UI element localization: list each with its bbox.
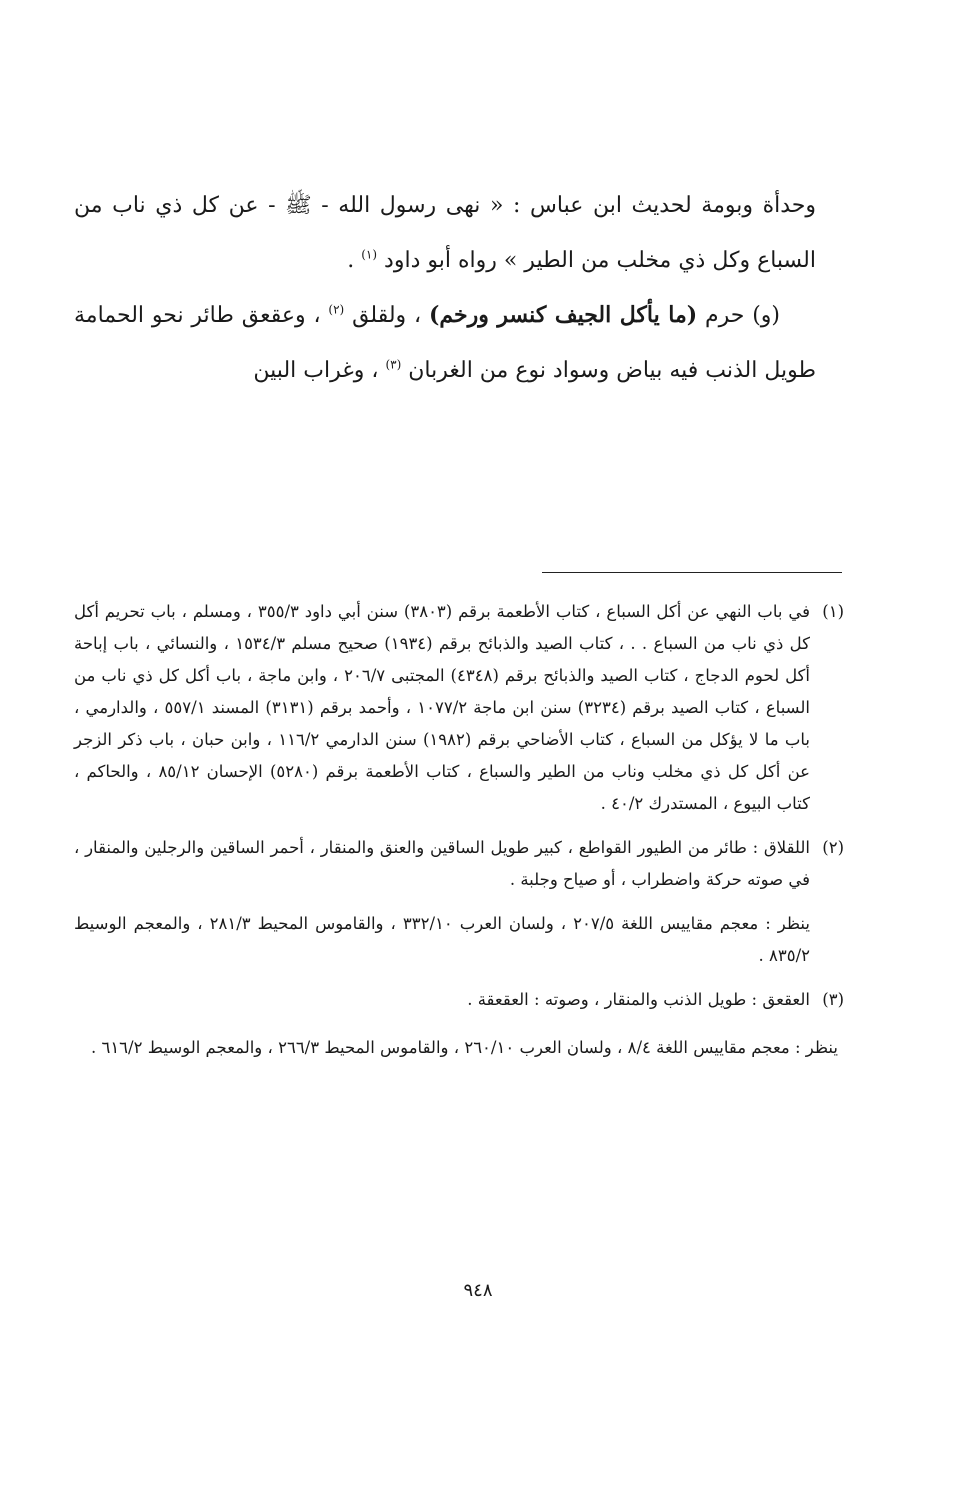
- footnote-ref-3: (٣): [385, 357, 402, 372]
- footnote-2-number: (٢): [822, 838, 844, 857]
- footnote-2: [74, 832, 844, 896]
- footnote-3-text: العقعق : طويل الذنب والمنقار ، وصوته : العقعقة .: [467, 990, 810, 1009]
- main-paragraph-2: [74, 288, 816, 398]
- main-paragraph-2-mid1: ، ولقلق: [344, 303, 429, 328]
- footnote-ref-2: (٢): [328, 302, 345, 317]
- footnotes-section: [74, 596, 844, 1076]
- footnote-divider: [542, 572, 842, 573]
- footnote-1-text: في باب النهي عن أكل السباع ، كتاب الأطعمة برقم (٣٨٠٣) سنن أبي داود ٣٥٥/٣ ، ومسلم ، باب تحريم أكل كل ذي ناب من السباع . . ، كتاب الصيد والذبائح برقم (١٩٣٤) صحيح مسلم ١٥٣٤/٣ ، والنسائي ، باب إباحة أكل لحوم الدجاج ، كتاب الصيد والذبائح برقم (٤٣٤٨) المجتبى ٢٠٦/٧ ، وابن ماجة ، باب أكل كل ذي ناب من السباع ، كتاب الصيد برقم (٣٢٣٤) سنن ابن ماجة ١٠٧٧/٢ ، وأحمد برقم (٣١٣١) المسند ٥٥٧/١ ، والدارمي ، باب ما لا يؤكل من السباع ، كتاب الأضاحي برقم (١٩٨٢) سنن الدارمي ١١٦/٢ ، وابن حبان ، باب ذكر الزجر عن أكل كل ذي مخلب وناب من الطير والسباع ، كتاب الأطعمة برقم (٥٢٨٠) الإحسان ٨٥/١٢ ، والحاكم ، كتاب البيوع ، المستدرك ٤٠/٢ .: [74, 602, 811, 813]
- footnote-3-number: (٣): [822, 990, 844, 1009]
- footnote-3: [74, 984, 844, 1016]
- footnote-1: [74, 596, 844, 820]
- page-number: ٩٤٨: [463, 1280, 493, 1301]
- footnote-2-text: اللقلاق : طائر من الطيور القواطع ، كبير طويل الساقين والعنق والمنقار ، أحمر الساقين والرجلين والمنقار ، في صوته حركة واضطراب ، أو صياح وجلبة .: [74, 838, 810, 889]
- main-paragraph-1-end: .: [347, 248, 362, 273]
- main-paragraph-1-text: وحدأة وبومة لحديث ابن عباس : « نهى رسول الله - ﷺ - عن كل ذي ناب من السباع وكل ذي مخلب من الطير » رواه أبو داود: [74, 193, 816, 273]
- footnote-3-see: ينظر : معجم مقاييس اللغة ٨/٤ ، ولسان العرب ٢٦٠/١٠ ، والقاموس المحيط ٢٦٦/٣ ، والمعجم الوسيط ٦١٦/٢ .: [90, 1038, 838, 1057]
- footnote-2-see: ينظر : معجم مقاييس اللغة ٢٠٧/٥ ، ولسان العرب ٣٣٢/١٠ ، والقاموس المحيط ٢٨١/٣ ، والمعجم الوسيط ٨٣٥/٢ .: [74, 914, 810, 965]
- footnote-ref-1: (١): [361, 247, 378, 262]
- main-paragraph-2-bold: (ما يأكل الجيف كنسر ورخم): [429, 302, 698, 328]
- footnote-1-number: (١): [822, 602, 844, 621]
- main-paragraph-2-suffix: ، وغراب البين: [253, 358, 386, 383]
- main-text: [74, 178, 816, 398]
- main-paragraph-2-mid2: ، وعقعق طائر نحو الحمامة طويل الذنب فيه بياض وسواد نوع من الغربان: [74, 303, 816, 383]
- main-paragraph-1: [74, 178, 816, 288]
- main-paragraph-2-prefix: (و) حرم: [697, 303, 781, 328]
